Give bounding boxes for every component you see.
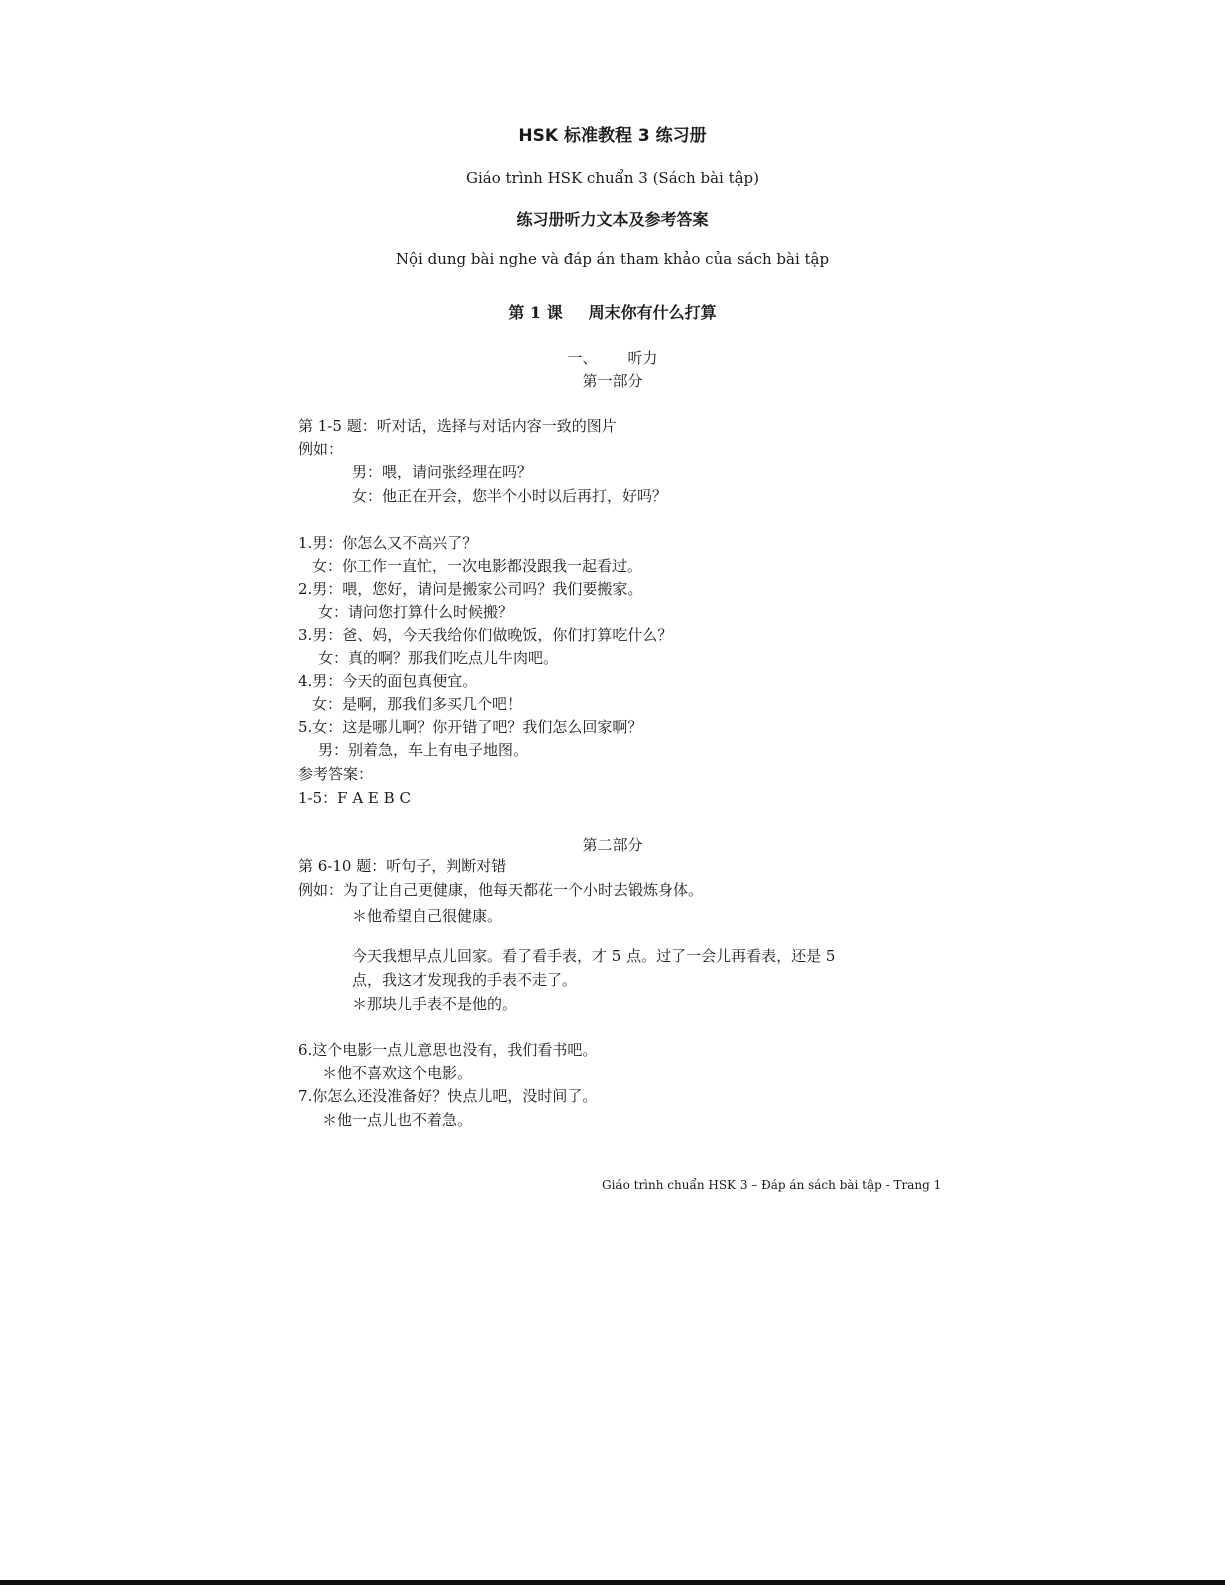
page-footer: Giáo trình chuẩn HSK 3 – Đáp án sách bài tập - Trang 1 <box>602 1178 942 1192</box>
document-subtitle-vi: Nội dung bài nghe và đáp án tham khảo của sách bài tập <box>395 250 830 268</box>
part1-heading: 第一部分 <box>582 372 643 390</box>
part1-item: 4.男：今天的面包真便宜。 <box>298 672 478 690</box>
part1-item: 女：请问您打算什么时候搬？ <box>318 603 514 621</box>
part1-answer-label: 参考答案： <box>298 765 374 783</box>
part2-item-star: ＊他一点儿也不着急。 <box>322 1111 473 1129</box>
lesson-name: 周末你有什么打算 <box>588 303 717 322</box>
section-number: 一、 <box>567 349 598 367</box>
part1-instruction: 第 1-5 题：听对话，选择与对话内容一致的图片 <box>298 417 617 435</box>
section-name: 听力 <box>627 349 658 367</box>
part1-item: 3.男：爸、妈，今天我给你们做晚饭，你们打算吃什么？ <box>298 626 673 644</box>
lesson-heading <box>0 300 1225 323</box>
part1-example-line: 女：他正在开会，您半个小时以后再打，好吗？ <box>352 487 668 505</box>
part2-example2-line: 点，我这才发现我的手表不走了。 <box>352 971 578 989</box>
bottom-edge-divider <box>0 1580 1225 1585</box>
part1-example-line: 男：喂，请问张经理在吗？ <box>352 463 533 481</box>
part1-item: 男：别着急，车上有电子地图。 <box>318 741 529 759</box>
part1-item: 女：真的啊？那我们吃点儿牛肉吧。 <box>318 649 559 667</box>
part2-example2-star: ＊那块儿手表不是他的。 <box>352 995 518 1013</box>
document-title-cn: HSK 标准教程 3 练习册 <box>518 126 707 146</box>
part2-example2-line: 今天我想早点儿回家。看了看手表，才 5 点。过了一会儿再看表，还是 5 <box>352 947 836 965</box>
part2-heading: 第二部分 <box>582 836 643 854</box>
part1-item: 女：是啊，那我们多买几个吧！ <box>312 695 523 713</box>
part2-example-star: ＊他希望自己很健康。 <box>352 907 503 925</box>
part2-instruction: 第 6-10 题：听句子，判断对错 <box>298 857 507 875</box>
part2-example-line: 例如：为了让自己更健康，他每天都花一个小时去锻炼身体。 <box>298 881 704 899</box>
part2-item: 6.这个电影一点儿意思也没有，我们看书吧。 <box>298 1041 598 1059</box>
part1-item: 5.女：这是哪儿啊？你开错了吧？我们怎么回家啊？ <box>298 718 643 736</box>
document-subtitle-cn: 练习册听力文本及参考答案 <box>516 210 709 229</box>
part2-item-star: ＊他不喜欢这个电影。 <box>322 1064 473 1082</box>
part1-item: 1.男：你怎么又不高兴了？ <box>298 534 478 552</box>
section-heading <box>0 347 1225 368</box>
document-title-vi: Giáo trình HSK chuẩn 3 (Sách bài tập) <box>465 169 760 187</box>
part1-answers: 1-5：F A E B C <box>298 789 411 807</box>
part1-item: 2.男：喂，您好，请问是搬家公司吗？我们要搬家。 <box>298 580 643 598</box>
lesson-number: 第 1 课 <box>508 303 563 322</box>
part1-item: 女：你工作一直忙，一次电影都没跟我一起看过。 <box>312 557 643 575</box>
part1-example-label: 例如： <box>298 440 344 458</box>
part2-item: 7.你怎么还没准备好？快点儿吧，没时间了。 <box>298 1087 598 1105</box>
